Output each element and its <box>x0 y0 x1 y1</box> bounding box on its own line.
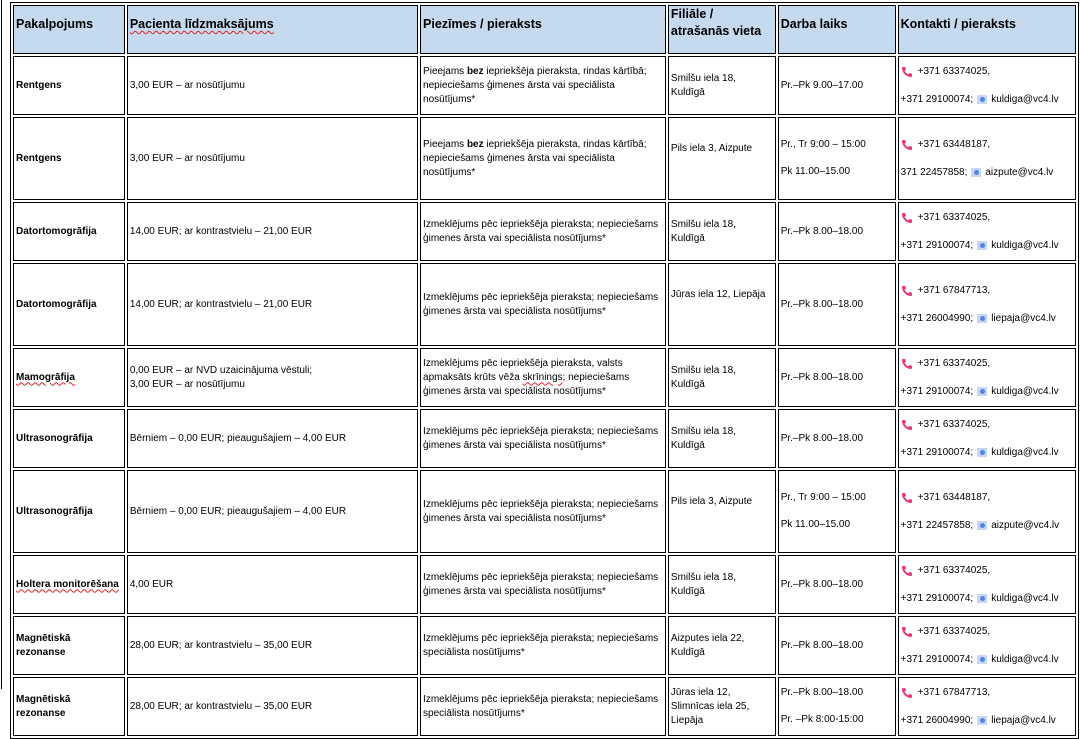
branch-cell <box>668 470 776 553</box>
phone-icon <box>901 139 913 151</box>
contact-secondary-line <box>901 384 1073 400</box>
contacts-cell <box>898 555 1076 614</box>
notes-text: Izmeklējums pēc iepriekšēja pieraksta; nepieciešams speciālista nosūtījums* <box>423 632 659 658</box>
phone-primary[interactable]: +371 63448187, <box>917 491 991 503</box>
spellcheck-word: skrīnings <box>522 371 563 383</box>
service-name: Rentgens <box>16 152 62 164</box>
service-name-cell <box>13 56 125 115</box>
contact-phone-line <box>901 490 1073 506</box>
table-row <box>13 56 1076 115</box>
branch-line: Kuldīgā <box>670 378 705 390</box>
hours-cell <box>778 348 896 407</box>
phone-primary[interactable]: +371 63374025, <box>917 625 991 637</box>
price-cell <box>127 555 418 614</box>
contact-secondary-line <box>901 445 1073 461</box>
notes-cell <box>420 677 666 736</box>
branch-line: Pils iela 3, Aizpute <box>670 496 753 507</box>
contacts-cell <box>898 263 1076 346</box>
notes-cell <box>420 616 666 675</box>
service-name-cell <box>13 555 125 614</box>
header-notes: Piezīmes / pieraksts <box>420 5 666 54</box>
phone-primary[interactable]: +371 63374025, <box>917 211 991 223</box>
branch-cell <box>668 56 776 115</box>
phone-icon <box>901 419 913 431</box>
phone-icon <box>901 626 913 638</box>
notes-cell <box>420 348 666 407</box>
email-link[interactable]: kuldiga@vc4.lv <box>991 446 1059 458</box>
branch-cell <box>668 409 776 468</box>
hours-line: Pr. –Pk 8:00-15:00 <box>780 714 864 725</box>
branch-cell <box>668 348 776 407</box>
email-icon <box>977 594 987 603</box>
service-name: Magnētiskā rezonanse <box>16 693 71 719</box>
contact-secondary-line <box>901 311 1073 327</box>
table-row <box>13 117 1076 200</box>
service-name-cell <box>13 409 125 468</box>
hours-line: Pr.–Pk 8.00–18.00 <box>780 578 864 590</box>
price-line: 3,00 EUR – ar nosūtījumu <box>129 79 245 91</box>
phone-icon <box>901 492 913 504</box>
price-cell <box>127 348 418 407</box>
table-row <box>13 470 1076 553</box>
notes-bold: bez <box>466 65 484 77</box>
price-cell <box>127 616 418 675</box>
price-cell <box>127 677 418 736</box>
price-line: 28,00 EUR; ar kontrastvielu – 35,00 EUR <box>129 700 313 712</box>
notes-text-rest: iepriekšēja pieraksta, rindas kārtībā; nepieciešams ģimenes ārsta vai speciālista nosūtījums* <box>423 138 647 178</box>
notes-cell <box>420 263 666 346</box>
table-row <box>13 677 1076 736</box>
hours-cell <box>778 616 896 675</box>
service-name: Mamogrāfija <box>16 371 75 383</box>
hours-line: Pr., Tr 9:00 – 15:00 <box>780 139 866 150</box>
phone-secondary[interactable]: +371 26004990; <box>900 714 974 726</box>
service-name-cell <box>13 117 125 200</box>
branch-cell <box>668 555 776 614</box>
phone-primary[interactable]: +371 63374025, <box>917 357 991 369</box>
contacts-cell <box>898 409 1076 468</box>
hours-cell <box>778 117 896 200</box>
branch-cell <box>668 677 776 736</box>
contact-phone-line <box>901 64 1073 80</box>
notes-text: Izmeklējums pēc iepriekšēja pieraksta; nepieciešams ģimenes ārsta vai speciālista nosūtījums* <box>423 571 659 597</box>
hours-cell <box>778 677 896 736</box>
price-line: 14,00 EUR; ar kontrastvielu – 21,00 EUR <box>129 225 313 237</box>
service-name-cell <box>13 263 125 346</box>
phone-secondary[interactable]: +371 29100074; <box>900 592 974 604</box>
email-icon <box>977 716 987 725</box>
email-link[interactable]: aizpute@vc4.lv <box>985 166 1054 178</box>
branch-line: Smilšu iela 18, <box>670 571 736 583</box>
service-name: Ultrasonogrāfija <box>16 432 93 444</box>
price-line: 14,00 EUR; ar kontrastvielu – 21,00 EUR <box>129 298 313 310</box>
contact-phone-line <box>901 624 1073 640</box>
phone-secondary[interactable]: +371 29100074; <box>900 385 974 397</box>
table-row <box>13 409 1076 468</box>
phone-primary[interactable]: +371 67847713, <box>917 686 991 698</box>
notes-cell <box>420 409 666 468</box>
phone-secondary[interactable]: +371 29100074; <box>900 446 974 458</box>
contacts-cell <box>898 616 1076 675</box>
contact-phone-line <box>901 685 1073 701</box>
notes-cell <box>420 555 666 614</box>
branch-line: Kuldīgā <box>670 585 705 597</box>
notes-cell <box>420 202 666 261</box>
phone-icon <box>901 212 913 224</box>
branch-line: Kuldīgā <box>670 86 705 98</box>
email-link[interactable]: kuldiga@vc4.lv <box>991 239 1059 251</box>
contacts-cell <box>898 202 1076 261</box>
contact-secondary-line <box>901 591 1073 607</box>
service-name: Datortomogrāfija <box>16 298 97 310</box>
service-name-cell <box>13 470 125 553</box>
branch-line: Smilšu iela 18, <box>670 364 736 376</box>
contact-phone-line <box>901 417 1073 433</box>
hours-line: Pr.–Pk 8.00–18.00 <box>780 298 864 310</box>
price-cell <box>127 56 418 115</box>
branch-line: Kuldīgā <box>670 439 705 451</box>
hours-line: Pk 11.00–15.00 <box>780 519 851 530</box>
notes-text: Izmeklējums pēc iepriekšēja pieraksta; nepieciešams ģimenes ārsta vai speciālista nosūtījums* <box>423 291 659 317</box>
hours-line: Pr.–Pk 9.00–17.00 <box>780 79 864 91</box>
email-icon <box>977 448 987 457</box>
notes-text: Izmeklējums pēc iepriekšēja pieraksta; nepieciešams ģimenes ārsta vai speciālista nosūtījums* <box>423 425 659 451</box>
branch-line: Smilšu iela 18, <box>670 72 736 84</box>
header-price <box>127 5 418 54</box>
branch-cell <box>668 263 776 346</box>
header-price-label: Pacienta līdzmaksājums <box>129 17 274 31</box>
branch-cell <box>668 202 776 261</box>
price-line: 28,00 EUR; ar kontrastvielu – 35,00 EUR <box>129 639 313 651</box>
phone-secondary[interactable]: +371 29100074; <box>900 93 974 105</box>
notes-cell <box>420 470 666 553</box>
branch-line: Smilšu iela 18, <box>670 218 736 230</box>
hours-line: Pr.–Pk 8.00–18.00 <box>780 371 864 383</box>
notes-text: Izmeklējums pēc iepriekšēja pieraksta; nepieciešams speciālista nosūtījums* <box>423 693 659 719</box>
contact-phone-line <box>901 137 1073 153</box>
phone-icon <box>901 687 913 699</box>
phone-icon <box>901 358 913 370</box>
hours-line: Pk 11.00–15.00 <box>780 166 851 177</box>
branch-line: Jūras iela 12, Liepāja <box>670 289 766 300</box>
branch-line: Liepāja <box>670 714 704 726</box>
email-link[interactable]: kuldiga@vc4.lv <box>991 385 1059 397</box>
hours-line: Pr.–Pk 8.00–18.00 <box>780 225 864 237</box>
service-name-cell <box>13 202 125 261</box>
service-name: Datortomogrāfija <box>16 225 97 237</box>
phone-icon <box>901 565 913 577</box>
notes-cell <box>420 56 666 115</box>
hours-cell <box>778 409 896 468</box>
contacts-cell <box>898 470 1076 553</box>
price-line: 3,00 EUR – ar nosūtījumu <box>129 152 245 164</box>
phone-icon <box>901 285 913 297</box>
header-row <box>13 5 1076 54</box>
branch-line: Kuldīgā <box>670 232 705 244</box>
service-name: Holtera monitorēšana <box>16 578 119 590</box>
contact-secondary-line <box>901 165 1073 181</box>
email-icon <box>977 655 987 664</box>
header-hours: Darba laiks <box>778 5 896 54</box>
price-cell <box>127 202 418 261</box>
price-line: Bērniem – 0,00 EUR; pieaugušajiem – 4,00 EUR <box>129 432 347 444</box>
contacts-cell <box>898 56 1076 115</box>
email-icon <box>977 95 987 104</box>
service-name: Rentgens <box>16 79 62 91</box>
phone-secondary[interactable]: +371 22457858; <box>900 519 974 531</box>
price-line: Bērniem – 0,00 EUR; pieaugušajiem – 4,00 EUR <box>129 505 347 517</box>
table-row <box>13 263 1076 346</box>
price-cell <box>127 470 418 553</box>
page-left-edge <box>1 0 2 689</box>
branch-cell <box>668 117 776 200</box>
email-link[interactable]: aizpute@vc4.lv <box>991 519 1060 531</box>
phone-secondary[interactable]: 371 22457858; <box>900 166 968 178</box>
branch-line: Slimnīcas iela 25, <box>670 700 750 712</box>
service-name-cell <box>13 677 125 736</box>
notes-text: Izmeklējums pēc iepriekšēja pieraksta; nepieciešams ģimenes ārsta vai speciālista nosūtījums* <box>423 498 659 524</box>
branch-line: Pils iela 3, Aizpute <box>670 143 753 154</box>
price-line: 4,00 EUR <box>129 578 174 590</box>
contact-secondary-line <box>901 92 1073 108</box>
hours-cell <box>778 202 896 261</box>
hours-line: Pr., Tr 9:00 – 15:00 <box>780 492 866 503</box>
email-icon <box>977 241 987 250</box>
services-table <box>10 2 1079 739</box>
branch-line: Aizputes iela 22, <box>670 632 745 644</box>
email-link[interactable]: liepaja@vc4.lv <box>991 714 1056 726</box>
service-name-cell <box>13 616 125 675</box>
email-link[interactable]: kuldiga@vc4.lv <box>991 592 1059 604</box>
phone-primary[interactable]: +371 67847713, <box>917 284 991 296</box>
contacts-cell <box>898 117 1076 200</box>
phone-secondary[interactable]: +371 26004990; <box>900 312 974 324</box>
contact-secondary-line <box>901 238 1073 254</box>
notes-bold: bez <box>466 138 484 150</box>
phone-icon <box>901 66 913 78</box>
contact-secondary-line <box>901 652 1073 668</box>
price-line: 3,00 EUR – ar nosūtījumu <box>129 378 245 390</box>
table-row <box>13 348 1076 407</box>
contacts-cell <box>898 348 1076 407</box>
notes-text: Izmeklējums pēc iepriekšēja pieraksta; nepieciešams ģimenes ārsta vai speciālista nosūtījums* <box>423 218 659 244</box>
email-icon <box>977 314 987 323</box>
email-link[interactable]: liepaja@vc4.lv <box>991 312 1056 324</box>
table-body <box>13 56 1076 736</box>
branch-cell <box>668 616 776 675</box>
contacts-cell <box>898 677 1076 736</box>
price-cell <box>127 263 418 346</box>
hours-line: Pr.–Pk 8.00–18.00 <box>780 432 864 444</box>
price-line: 0,00 EUR – ar NVD uzaicinājuma vēstuli; <box>129 364 313 376</box>
hours-line: Pr.–Pk 8.00–18.00 <box>780 639 864 651</box>
header-branch: Filiāle / atrašanās vieta <box>668 5 776 54</box>
header-contacts: Kontakti / pieraksts <box>898 5 1076 54</box>
contact-phone-line <box>901 563 1073 579</box>
notes-text-rest: iepriekšēja pieraksta, rindas kārtībā; nepieciešams ģimenes ārsta vai speciālista nosūtījums* <box>423 65 647 105</box>
email-icon <box>971 168 981 177</box>
phone-primary[interactable]: +371 63374025, <box>917 418 991 430</box>
notes-cell <box>420 117 666 200</box>
header-service: Pakalpojums <box>13 5 125 54</box>
email-link[interactable]: kuldiga@vc4.lv <box>991 93 1059 105</box>
branch-line: Jūras iela 12, <box>670 686 731 698</box>
hours-line: Pr.–Pk 8.00–18.00 <box>780 687 864 698</box>
contact-phone-line <box>901 283 1073 299</box>
phone-primary[interactable]: +371 63448187, <box>917 138 991 150</box>
notes-text: Izmeklējums pēc iepriekšēja pieraksta, valsts apmaksāts krūts vēža skrīnings; nepieciešams ģimenes ārsta vai speciālista nosūtījums* <box>423 357 630 397</box>
hours-cell <box>778 263 896 346</box>
email-icon <box>977 521 987 530</box>
table-row <box>13 616 1076 675</box>
phone-primary[interactable]: +371 63374025, <box>917 65 991 77</box>
phone-secondary[interactable]: +371 29100074; <box>900 653 974 665</box>
notes-text: Pieejams <box>423 65 467 77</box>
contact-phone-line <box>901 356 1073 372</box>
branch-line: Smilšu iela 18, <box>670 425 736 437</box>
table-row <box>13 555 1076 614</box>
service-name-cell <box>13 348 125 407</box>
hours-cell <box>778 555 896 614</box>
phone-primary[interactable]: +371 63374025, <box>917 564 991 576</box>
branch-line: Kuldīgā <box>670 646 705 658</box>
contact-phone-line <box>901 210 1073 226</box>
service-name: Magnētiskā rezonanse <box>16 632 71 658</box>
price-cell <box>127 409 418 468</box>
table-row <box>13 202 1076 261</box>
email-link[interactable]: kuldiga@vc4.lv <box>991 653 1059 665</box>
notes-text: Pieejams <box>423 138 467 150</box>
contact-secondary-line <box>901 713 1073 729</box>
hours-cell <box>778 470 896 553</box>
contact-secondary-line <box>901 518 1073 534</box>
service-name: Ultrasonogrāfija <box>16 505 93 517</box>
phone-secondary[interactable]: +371 29100074; <box>900 239 974 251</box>
price-cell <box>127 117 418 200</box>
hours-cell <box>778 56 896 115</box>
email-icon <box>977 387 987 396</box>
